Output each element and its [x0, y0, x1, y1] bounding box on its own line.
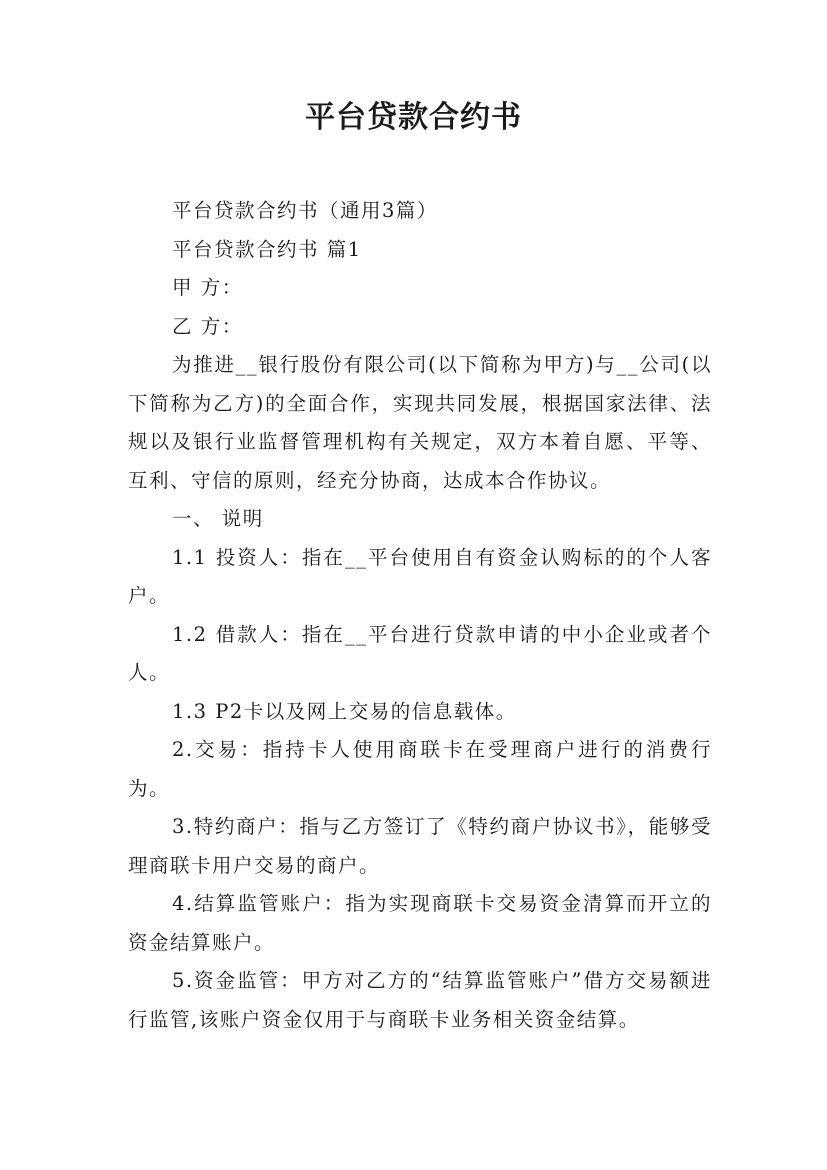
paragraph-party-b: 乙 方：: [172, 314, 243, 338]
paragraph-clause-1-1: 1.1 投资人：指在__平台使用自有资金认购标的的个人客户。: [128, 545, 712, 607]
paragraph-heading-explanation: 一、 说明: [172, 507, 264, 530]
paragraph-clause-3: 3.特约商户：指与乙方签订了《特约商户协议书》，能够受理商联卡用户交易的商户。: [128, 815, 712, 877]
paragraph-clause-2: 2.交易：指持卡人使用商联卡在受理商户进行的消费行为。: [128, 738, 712, 800]
paragraph-clause-5: 5.资金监管：甲方对乙方的“结算监管账户”借方交易额进行监管,该账户资金仅用于与商联卡业务相关资金结算。: [128, 969, 712, 1031]
paragraph-clause-1-2: 1.2 借款人：指在__平台进行贷款申请的中小企业或者个人。: [128, 622, 712, 684]
paragraph-section-heading: 平台贷款合约书 篇1: [172, 237, 362, 261]
paragraph-party-a: 甲 方：: [172, 276, 243, 299]
paragraph-clause-4: 4.结算监管账户：指为实现商联卡交易资金清算而开立的资金结算账户。: [128, 892, 712, 954]
document-title: 平台贷款合约书: [305, 100, 522, 135]
paragraph-preamble: 为推进__银行股份有限公司(以下简称为甲方)与__公司(以下简称为乙方)的全面合作，实现共同发展，根据国家法律、法规以及银行业监督管理机构有关规定，双方本着自愿、平等、互利、守信的原则，经充分协商，达成本合作协议。: [128, 353, 712, 492]
paragraph-clause-1-3: 1.3 P2卡以及网上交易的信息载体。: [172, 699, 517, 723]
paragraph-subtitle: 平台贷款合约书（通用3篇）: [172, 199, 438, 222]
document-body: [128, 192, 712, 1039]
